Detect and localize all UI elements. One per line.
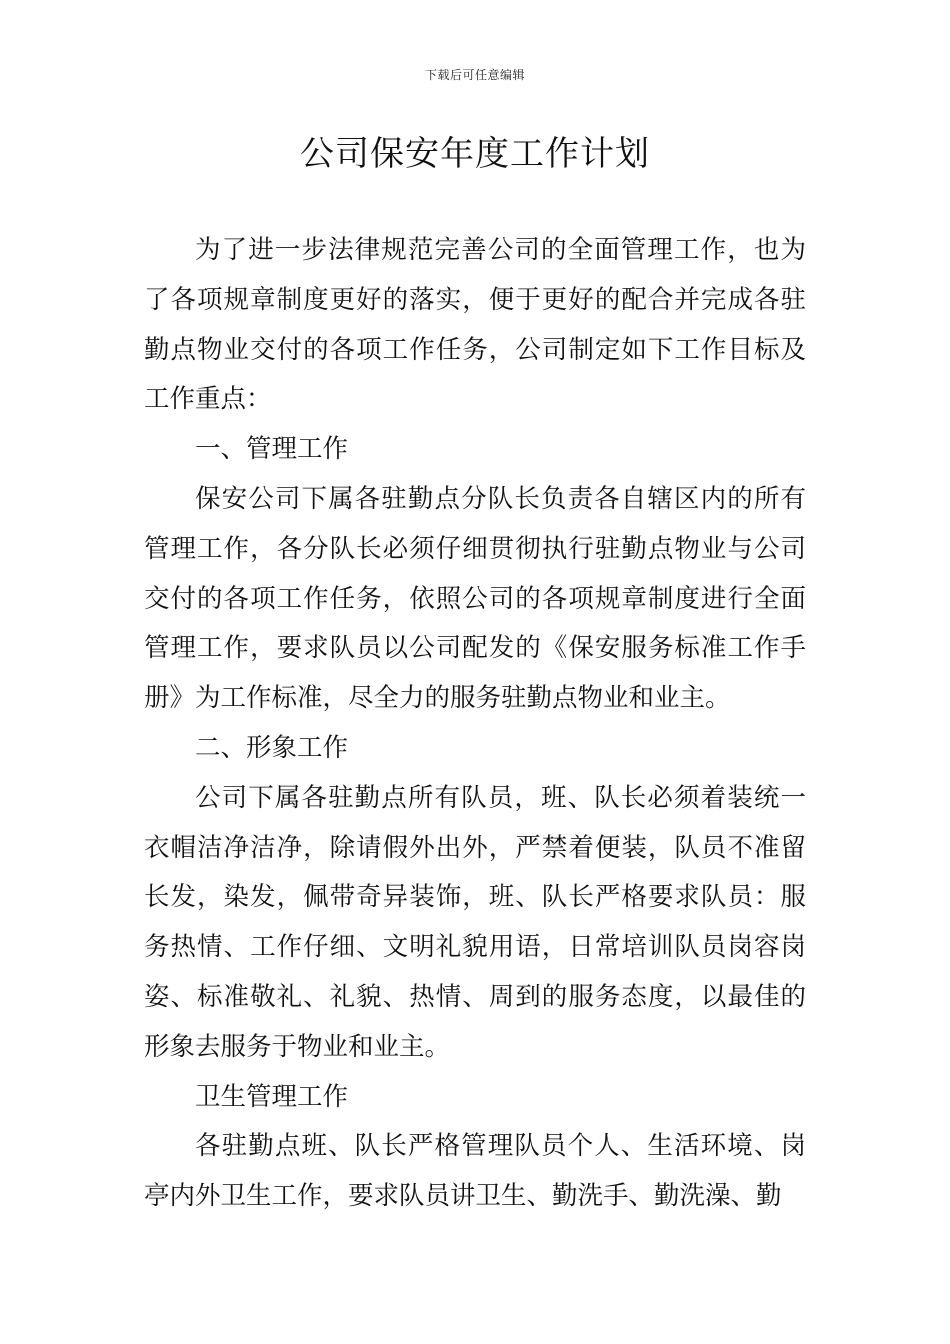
section-heading-image: 二、形象工作 [195, 732, 349, 763]
paragraph-management: 保安公司下属各驻勤点分队长负责各自辖区内的所有管理工作，各分队长必须仔细贯彻执行驻勤点物业与公司交付的各项工作任务，依照公司的各项规章制度进行全面管理工作，要求队员以公司配发的《保安服务标准工作手册》为工作标准，尽全力的服务驻勤点物业和业主。 [144, 483, 806, 714]
header-note: 下载后可任意编辑 [424, 68, 525, 82]
document-title: 公司保安年度工作计划 [300, 134, 650, 174]
section-heading-management: 一、管理工作 [195, 434, 349, 465]
document-body [144, 226, 806, 1222]
paragraph-hygiene: 各驻勤点班、队长严格管理队员个人、生活环境、岗亭内外卫生工作，要求队员讲卫生、勤洗手、勤洗澡、勤 [144, 1131, 806, 1212]
section-heading-hygiene: 卫生管理工作 [195, 1081, 349, 1112]
paragraph-image: 公司下属各驻勤点所有队员，班、队长必须着装统一衣帽洁净洁净，除请假外出外，严禁着便装，队员不准留长发，染发，佩带奇异装饰，班、队长严格要求队员：服务热情、工作仔细、文明礼貌用语，日常培训队员岗容岗姿、标准敬礼、礼貌、热情、周到的服务态度，以最佳的形象去服务于物业和业主。 [144, 782, 806, 1062]
paragraph-intro: 为了进一步法律规范完善公司的全面管理工作，也为了各项规章制度更好的落实，便于更好的配合并完成各驻勤点物业交付的各项工作任务，公司制定如下工作目标及工作重点： [144, 235, 806, 415]
